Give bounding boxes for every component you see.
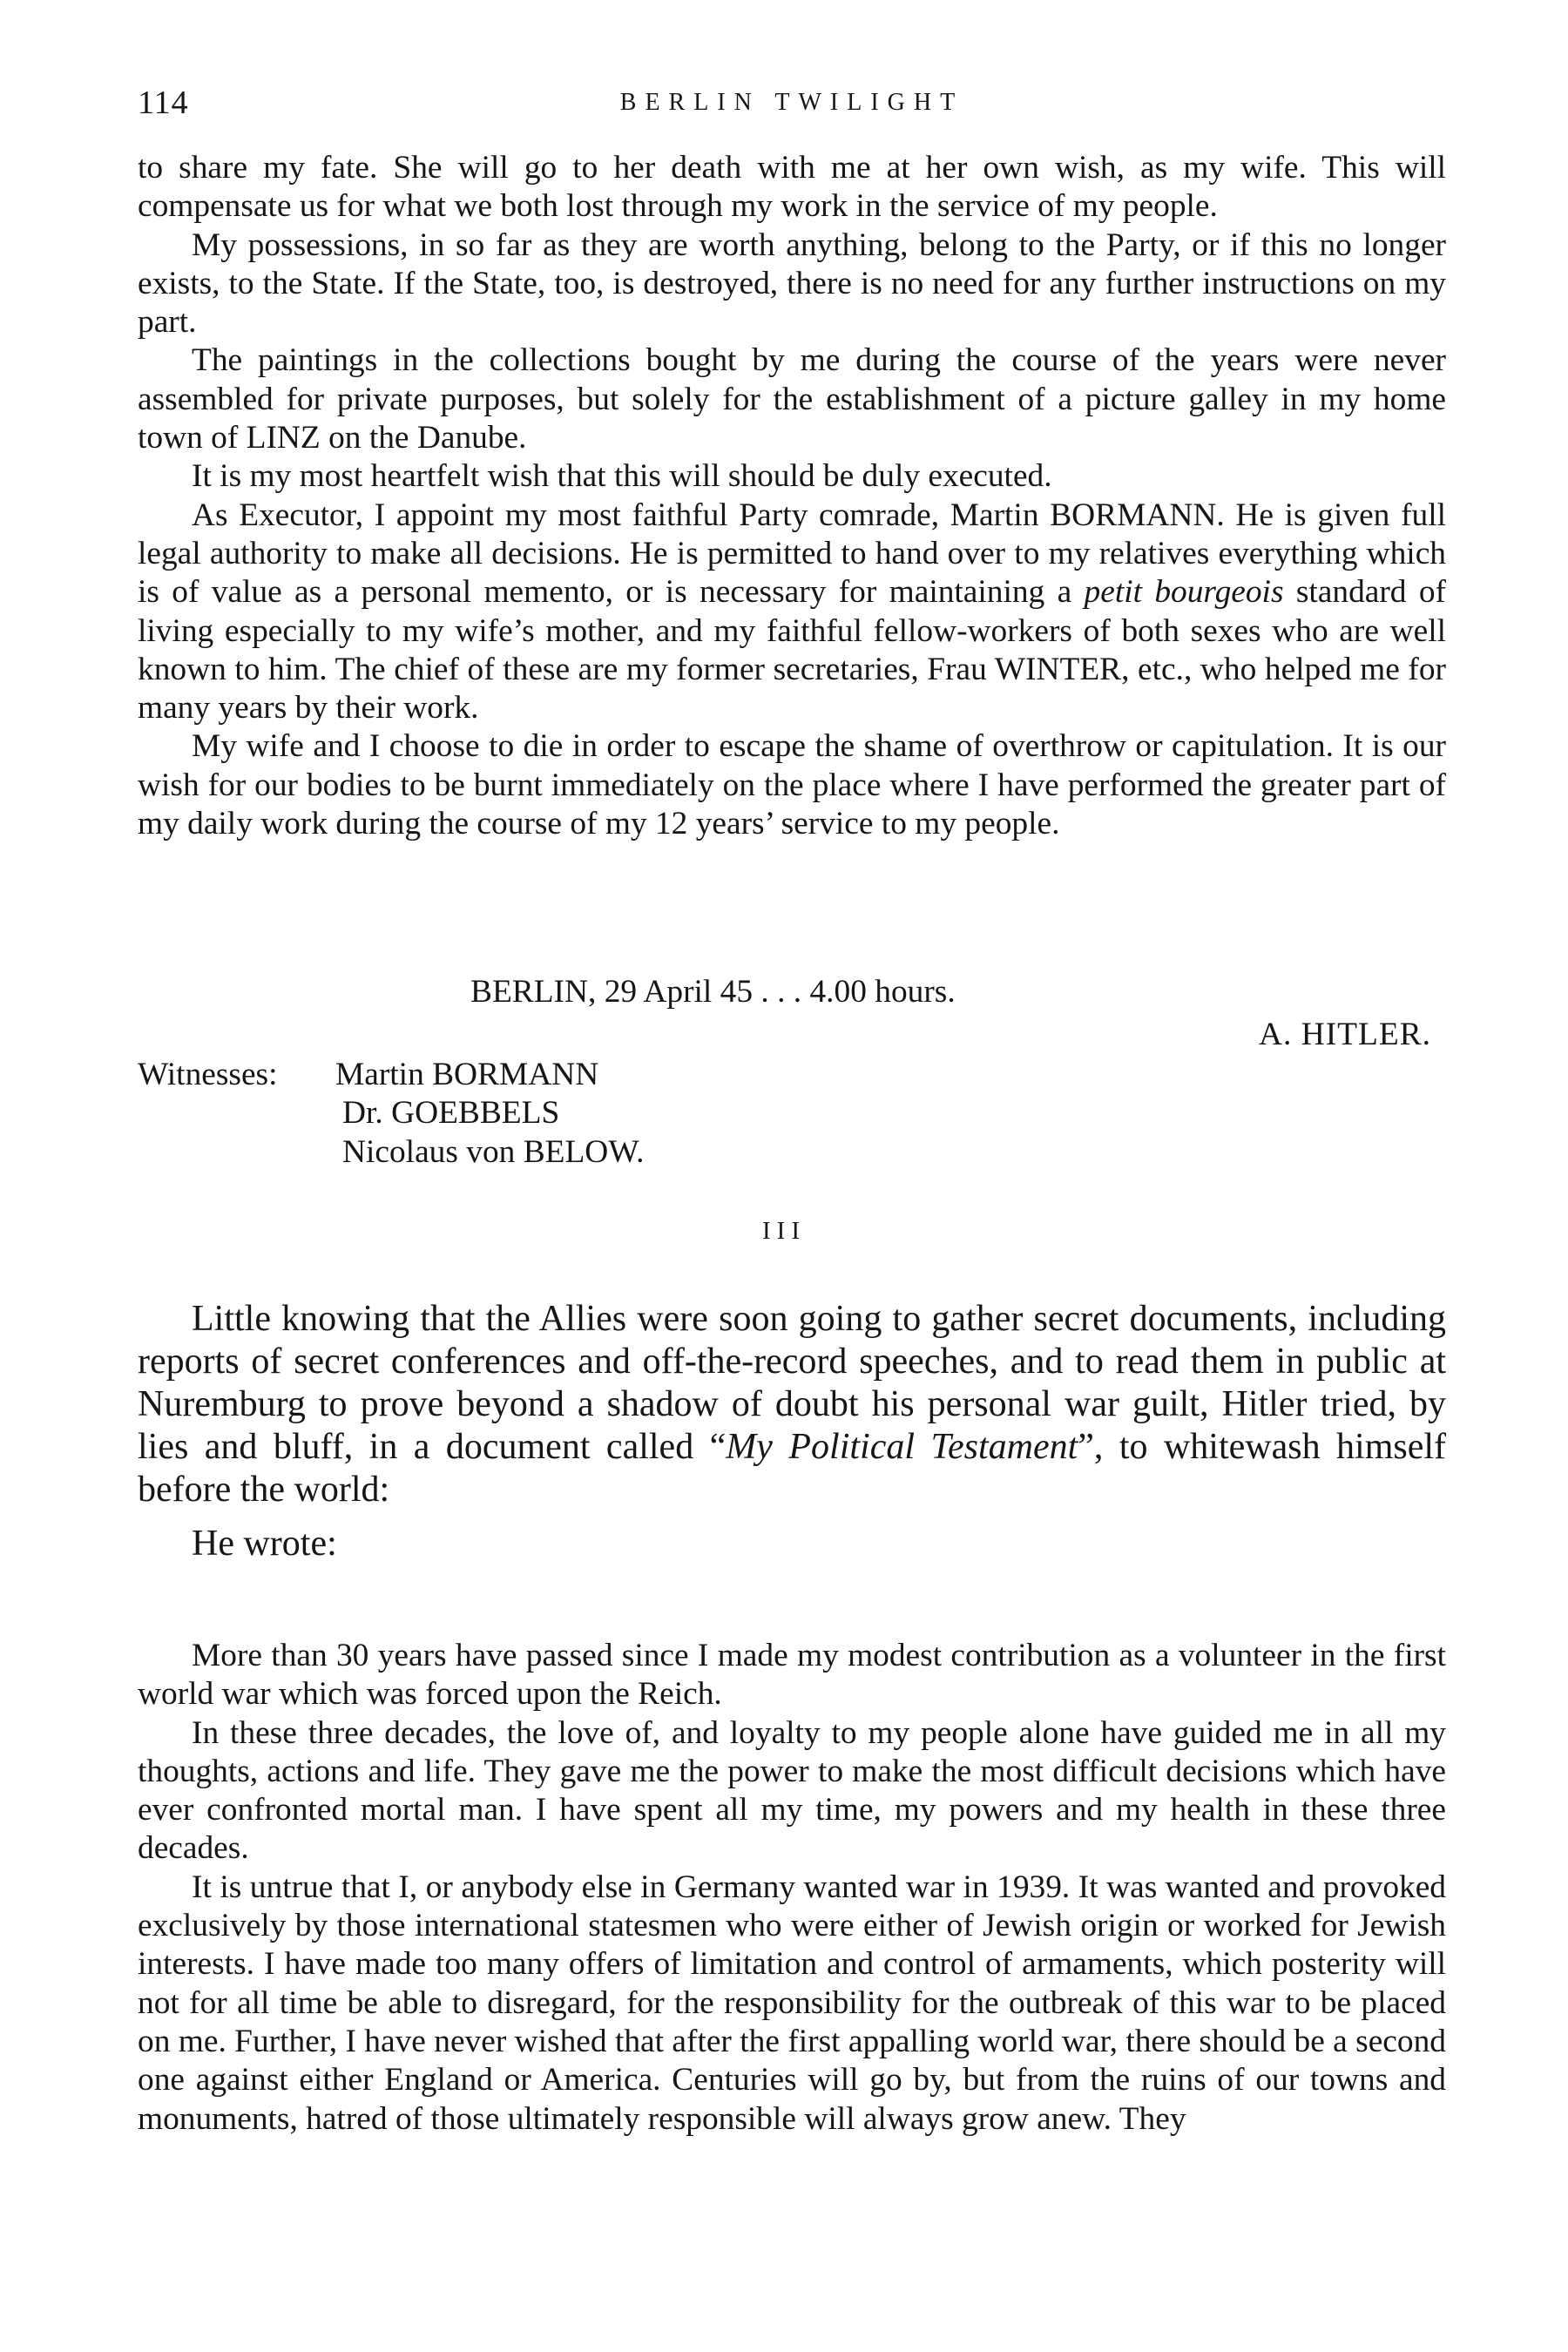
section-intro [138, 1298, 1446, 1511]
witness-list [335, 1056, 645, 1172]
document-title: My Political Testament [726, 1427, 1078, 1467]
will-paragraph-continued: to share my fate. She will go to her death with me at her own wish, as my wife. This will compensate us for what we both lost through my work in the service of my people. [138, 150, 1446, 225]
italic-phrase: petit bourgeois [1084, 574, 1284, 611]
witness-name: Martin BORMANN [335, 1057, 599, 1092]
will-paragraph-executor [138, 497, 1446, 728]
intro-text-b: ”, to whitewash himself before the world: [138, 1427, 1447, 1510]
he-wrote-heading: He wrote: [192, 1524, 337, 1564]
will-paragraph-final: My wife and I choose to die in order to escape the shame of overthrow or capitulation. It is our wish for our bodies to be burnt immediately on the place where I have performed the greater part of my daily work during the course of my 12 years’ service to my people. [138, 728, 1446, 842]
testament-text [138, 1637, 1446, 2139]
intro-text-a: Little knowing that the Allies were soon going to gather secret documents, including reports of secret conferences and off-the-record speeches, and to read them in public at Nuremburg to prove beyond a shadow of doubt his personal war guilt, Hitler tried, by lies and bluff, in a document called “ [138, 1299, 1446, 1467]
will-executor-text-a: As Executor, I appoint my most faithful Party comrade, Martin BORMANN. He is given full legal authority to make all decisions. He is permitted to hand over to my relatives everything which is of value as a personal memento, or is necessary for maintaining a [138, 497, 1446, 611]
dateline: BERLIN, 29 April 45 . . . 4.00 hours. [470, 974, 956, 1010]
witness-name: Dr. GOEBBELS [342, 1095, 560, 1132]
signature: A. HITLER. [1259, 1017, 1431, 1052]
testament-paragraph: More than 30 years have passed since I made my modest contribution as a volunteer in the first world war which was forced upon the Reich. [138, 1638, 1446, 1713]
witnesses-label: Witnesses: [138, 1057, 278, 1092]
will-executor-text-b: standard of living especially to my wife’s mother, and my faithful fellow-workers of both sexes who are well known to him. The chief of these are my former secretaries, Frau WINTER, etc., who helped me for many years by their work. [138, 574, 1446, 727]
book-title: BERLIN TWILIGHT [619, 89, 964, 116]
testament-paragraph: It is untrue that I, or anybody else in Germany wanted war in 1939. It was wanted and provoked exclusively by those international statesmen who were either of Jewish origin or worked for Jewish interests. I have made too many offers of limitation and control of armaments, which posterity will not for all time be able to disregard, for the responsibility for the outbreak of this war to be placed on me. Further, I have never wished that after the first appalling world war, there should be a second one against either England or America. Centuries will go by, but from the ruins of our towns and monuments, hatred of those ultimately responsible will always grow anew. They [138, 1869, 1446, 2137]
page-number: 114 [138, 84, 189, 121]
intro-paragraph [138, 1298, 1446, 1511]
section-number: III [762, 1217, 806, 1245]
running-head [138, 84, 1446, 127]
will-paragraph-paintings: The paintings in the collections bought by me during the course of the years were never assembled for private purposes, but solely for the establishment of a picture galley in my home town of LINZ on the Danube. [138, 342, 1446, 456]
witness-name: Nicolaus von BELOW. [342, 1133, 645, 1170]
will-paragraph-wish: It is my most heartfelt wish that this will should be duly executed. [192, 458, 1052, 495]
will-paragraph-possessions: My possessions, in so far as they are worth anything, belong to the Party, or if this no longer exists, to the State. If the State, too, is destroyed, there is no need for any further instructions on my part. [138, 226, 1446, 341]
testament-paragraph: In these three decades, the love of, and loyalty to my people alone have guided me in all my thoughts, actions and life. They gave me the power to make the most difficult decisions which have ever confronted mortal man. I have spent all my time, my powers and my health in these three decades. [138, 1714, 1446, 1867]
will-text [138, 149, 1446, 843]
